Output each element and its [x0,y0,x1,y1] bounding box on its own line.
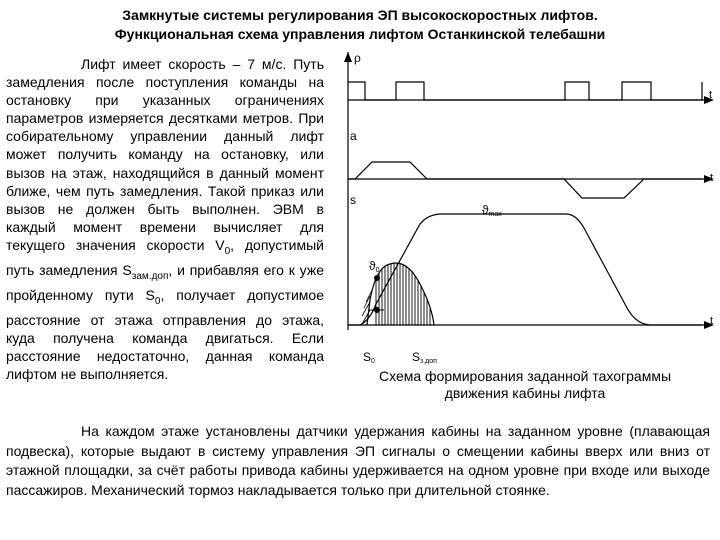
v-t-label: t [710,315,714,327]
a-t-label: t [710,172,714,184]
vertical-axis-arrow [344,52,352,62]
title-line-2: Функциональная схема управления лифтом Останкинской телебашни [114,26,606,42]
rho-axis-label: ρ [354,51,361,65]
v0-marker [374,275,380,281]
bottom-paragraph [6,422,710,500]
v-max-label: ϑmax [482,203,502,218]
v-axis-label: s [350,193,356,207]
s0-label: S0 [363,350,375,365]
caption-line-2: движения кабины лифта [444,385,606,401]
sub-s0: 0 [154,295,161,307]
rho-t-label: t [709,89,713,101]
v0-label: ϑ0 [369,259,380,274]
bottom-text-body: На каждом этаже установлены датчики удержания кабины на заданном уровне (плавающая подвеска), которые выдают в систему управления ЭП сигналы о смещении кабины вверх или вниз от этажной площадки, за счёт работы привода кабины удерживается на одном уровне при входе или выходе пассажиров. Механический тормоз накладывается только при длительной стоянке. [6,423,710,498]
s-dop-label: Sз.доп [412,350,437,365]
diagram-caption [350,368,700,402]
rho-pulse-train [348,82,702,100]
sub-v0: 0 [224,245,231,257]
left-paragraph [6,55,324,383]
acceleration-curve [348,162,702,198]
title-line-1: Замкнутые системы регулирования ЭП высокоскоростных лифтов. [122,7,598,23]
left-text-part-4: , получает допустимое расстояние от этажа отправления до этажа, куда получена команда двигаться. Если расстояние недостаточно, данная команда лифтом не выполняется. [6,286,324,382]
caption-line-1: Схема формирования заданной тахограммы [378,368,672,384]
slide-title [0,6,720,44]
a-axis-label: a [350,129,357,143]
left-text-part-2: , допустимый путь замедления S [6,236,324,278]
left-text-part-3: , и прибавляя его к уже пройденному пути S [6,261,324,303]
sub-s-zam-dop: зам.доп [131,270,169,282]
tachogram-diagram [332,48,718,368]
left-text-part-1: Лифт имеет скорость – 7 м/с. Путь замедления после поступления команды на остановку при указанных ограничениях параметров измеряется десятками метров. При собирательному управлении данный лифт может получить команду на остановку, или вызов на этаж, находящийся в данный момент ближе, чем путь замедления. Такой приказ или вызов не должен быть выполнен. ЭВМ в каждый момент времени вычисляет для текущего значения скорости V [6,56,324,253]
velocity-curve [348,214,702,325]
